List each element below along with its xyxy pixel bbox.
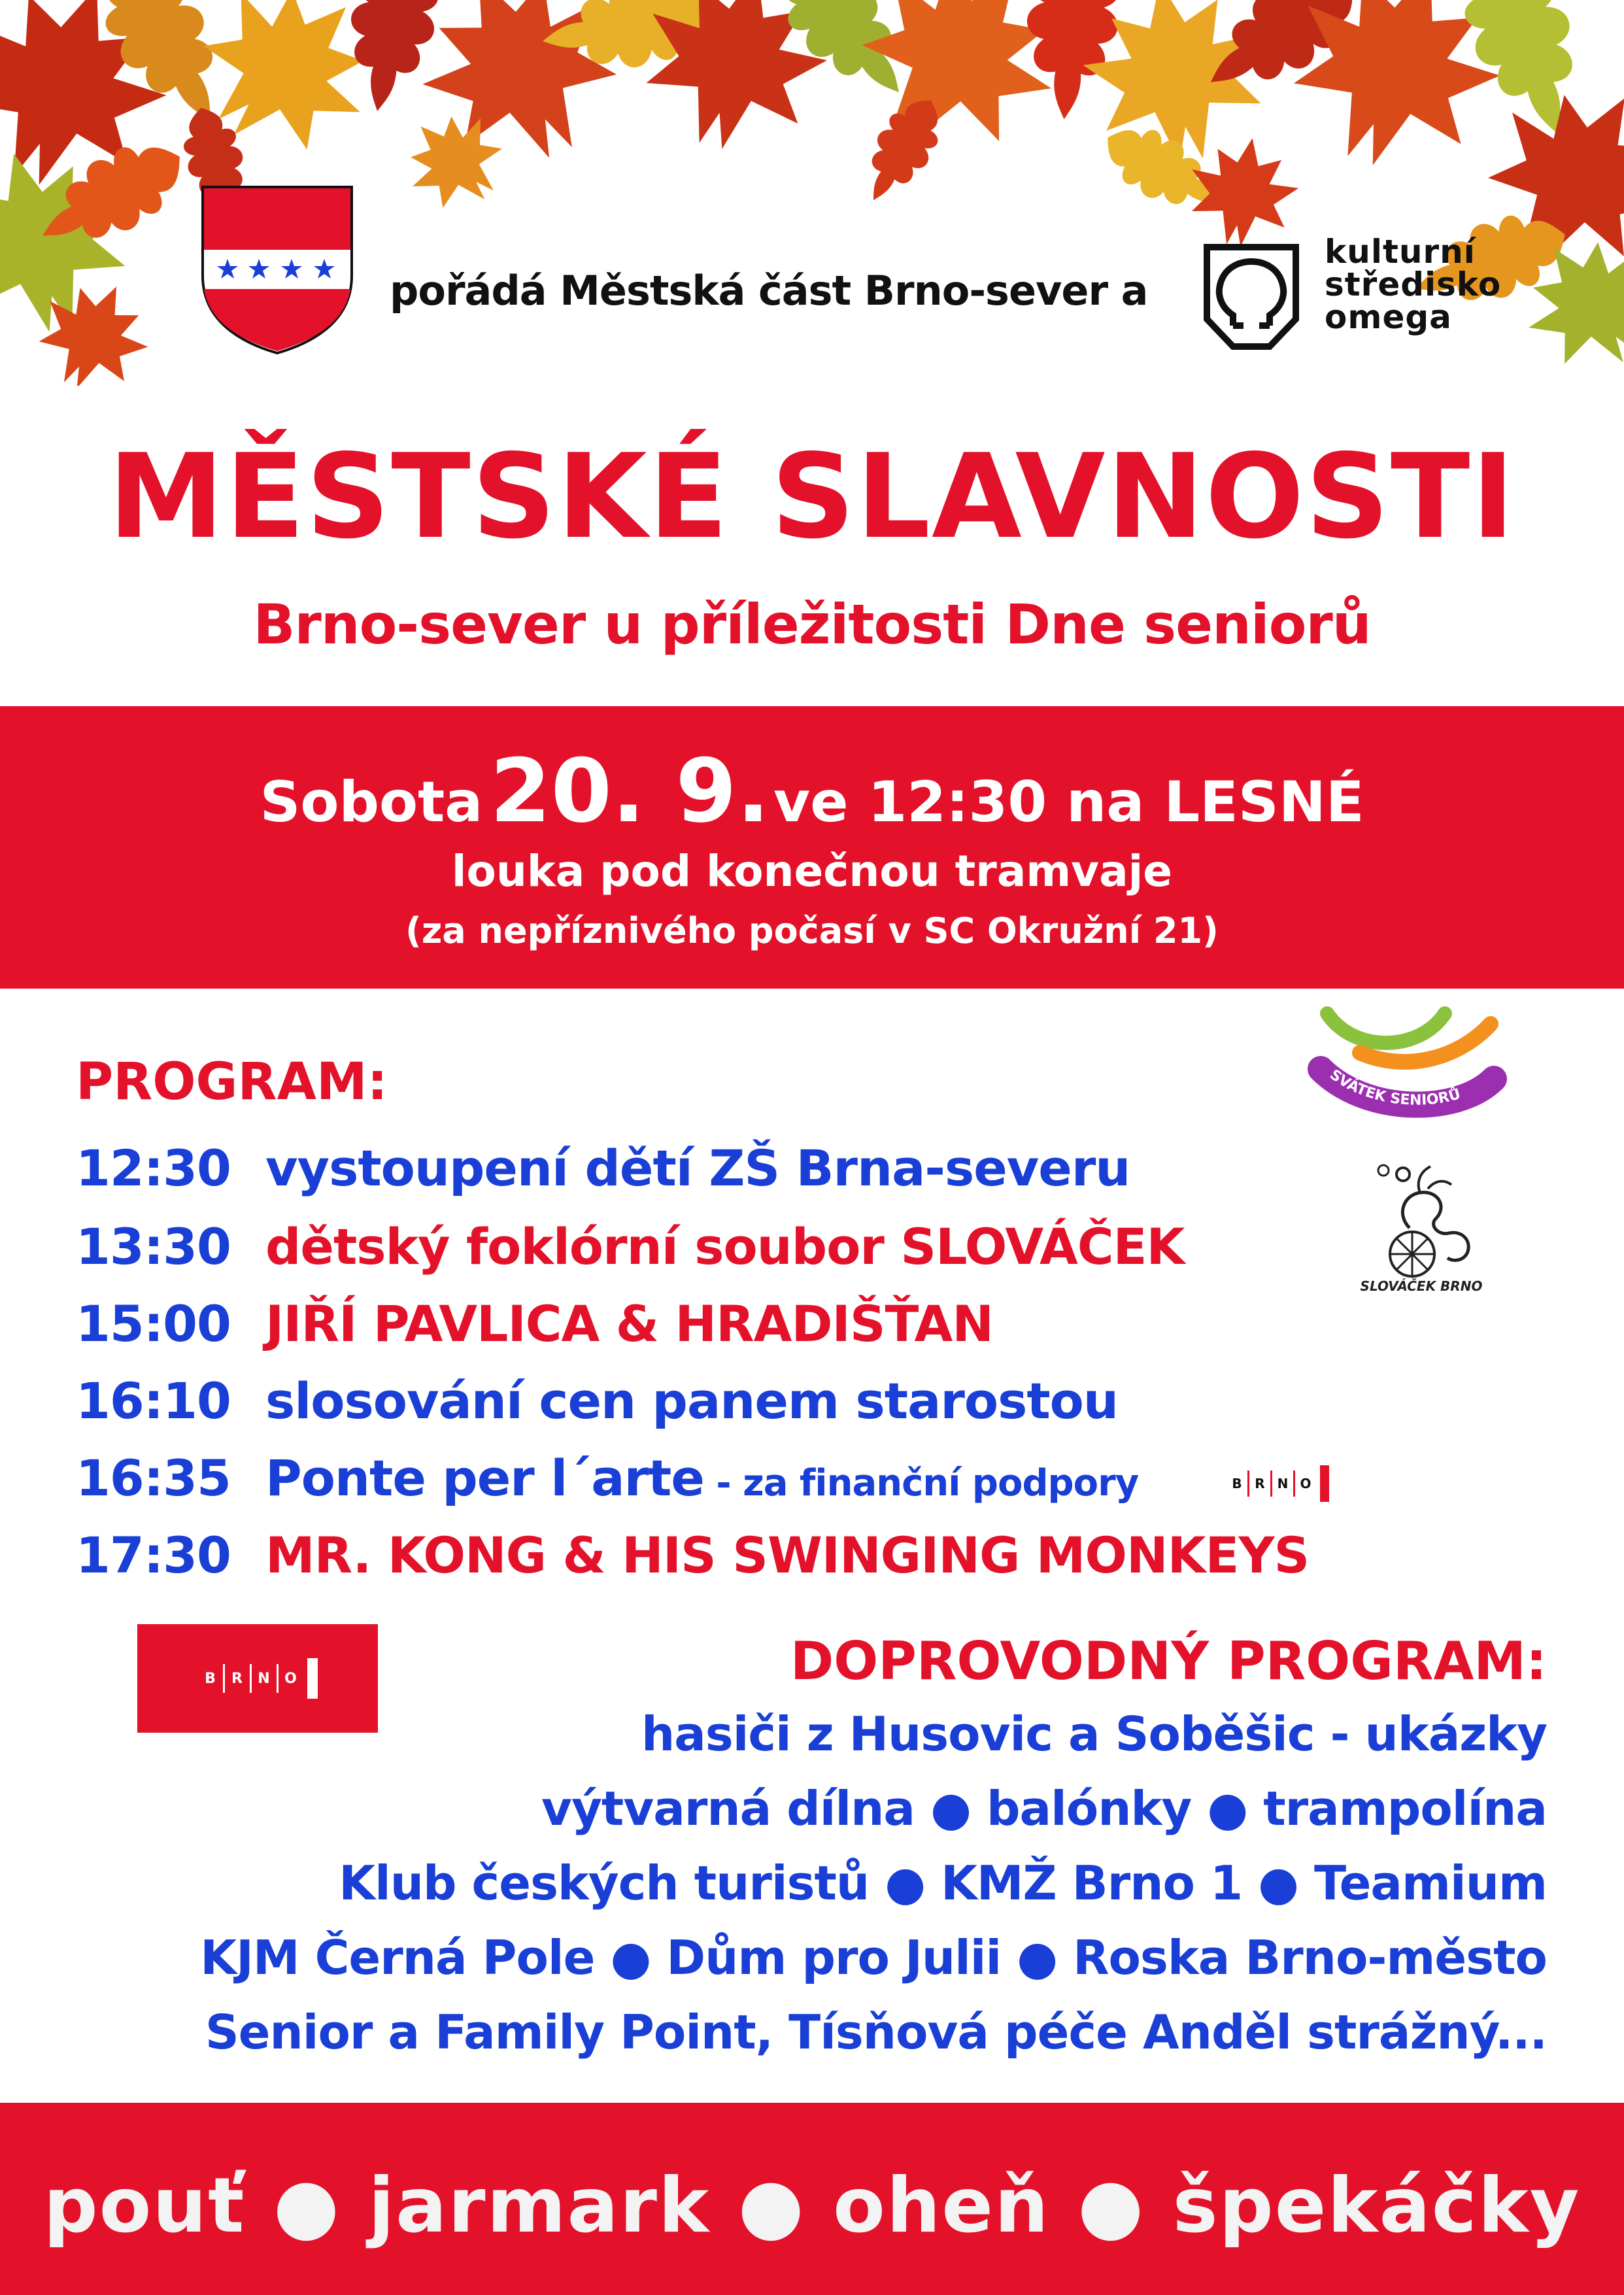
brno-logo-box (137, 1624, 378, 1733)
program-row (76, 1449, 1138, 1507)
event-time-place: ve 12:30 na LESNÉ (773, 770, 1364, 835)
brno-letter: N (258, 1670, 270, 1687)
brno-letter: O (284, 1670, 297, 1687)
omega-text (1325, 233, 1502, 336)
program-time: 12:30 (76, 1139, 231, 1197)
omega-line-2: středisko (1325, 265, 1502, 303)
brno-letter: B (205, 1670, 216, 1687)
accompanying-line: výtvarná dílna ● balónky ● trampolína (541, 1781, 1547, 1836)
program-note: - za finanční podpory (703, 1462, 1139, 1504)
program-text: Ponte per l´arte (265, 1449, 704, 1507)
program-text: JIŘÍ PAVLICA & HRADIŠŤAN (265, 1295, 993, 1353)
omega-line-1: kulturní (1325, 233, 1476, 271)
seniors-logo-label: SVÁTEK SENIORŮ (1327, 1066, 1463, 1109)
brno-letter: B (1232, 1476, 1242, 1491)
brno-small-logo (1226, 1462, 1329, 1505)
poster-subtitle: Brno-sever u příležitosti Dne seniorů (253, 592, 1371, 656)
program-time: 13:30 (76, 1217, 231, 1276)
program-heading: PROGRAM: (76, 1053, 388, 1112)
event-day: Sobota (260, 770, 483, 835)
program-row (76, 1526, 1309, 1584)
omega-logo-icon (1202, 242, 1301, 353)
brno-letters (198, 1658, 318, 1699)
program-row (76, 1295, 993, 1353)
program-row (76, 1217, 1184, 1276)
program-time: 15:00 (76, 1295, 231, 1353)
brno-letter: R (1255, 1476, 1265, 1491)
omega-line-3: omega (1325, 298, 1452, 336)
program-row (76, 1139, 1130, 1197)
brno-letter: O (1300, 1476, 1311, 1491)
event-date: 20. 9. (490, 740, 770, 842)
program-text: dětský foklórní soubor SLOVÁČEK (265, 1217, 1185, 1276)
accompanying-heading: DOPROVODNÝ PROGRAM: (790, 1631, 1547, 1692)
program-text: MR. KONG & HIS SWINGING MONKEYS (265, 1526, 1310, 1584)
program-text: slosování cen panem starostou (265, 1372, 1118, 1430)
program-time: 17:30 (76, 1526, 231, 1584)
svatek-senioru-logo (1308, 1000, 1517, 1118)
slovacek-label: SLOVÁČEK BRNO (1360, 1278, 1483, 1294)
brno-letter: R (231, 1670, 243, 1687)
program-text: vystoupení dětí ZŠ Brna-severu (265, 1139, 1130, 1197)
brno-sever-coat-of-arms (200, 184, 354, 356)
footer-text: pouť ● jarmark ● oheň ● špekáčky (43, 2162, 1581, 2250)
program-time: 16:10 (76, 1372, 231, 1430)
poster-title: MĚSTSKÉ SLAVNOSTI (108, 429, 1516, 564)
program-time: 16:35 (76, 1449, 231, 1507)
accompanying-line: Klub českých turistů ● KMŽ Brno 1 ● Teamium (339, 1856, 1547, 1911)
organizer-text: pořádá Městská část Brno-sever a (390, 267, 1148, 314)
event-venue: louka pod konečnou tramvaje (451, 846, 1173, 896)
brno-letter: N (1277, 1476, 1289, 1491)
program-row (76, 1372, 1118, 1430)
brno-letters (1226, 1465, 1329, 1502)
accompanying-line: hasiči z Husovic a Soběšic - ukázky (641, 1707, 1547, 1761)
accompanying-line: KJM Černá Pole ● Dům pro Julii ● Roska Brno-město (200, 1930, 1547, 1985)
accompanying-line: Senior a Family Point, Tísňová péče Anděl strážný... (205, 2005, 1547, 2060)
event-weather-note: (za nepříznivého počasí v SC Okružní 21) (405, 910, 1219, 951)
slovacek-logo-icon (1357, 1156, 1488, 1287)
